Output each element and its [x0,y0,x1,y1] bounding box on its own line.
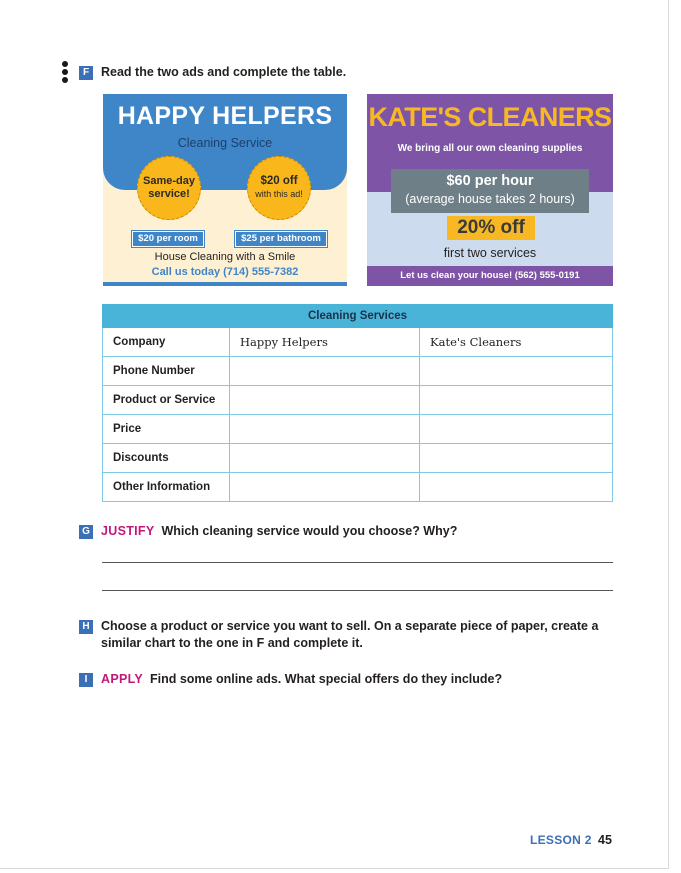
discount-badge-sub: with this ad! [255,189,303,199]
exercise-f-letter: F [79,66,93,80]
exercise-g-letter: G [79,525,93,539]
table-cell[interactable] [420,357,613,386]
price-per-bathroom: $25 per bathroom [235,231,327,247]
table-cell[interactable] [230,357,420,386]
table-row [103,415,613,444]
exercise-h-line2: similar chart to the one in F and complete it. [101,636,363,650]
happy-helpers-tagline: House Cleaning with a Smile [154,251,296,263]
answer-line[interactable] [102,590,613,591]
table-cell[interactable] [420,444,613,473]
table-row [103,444,613,473]
price-per-room: $20 per room [132,231,204,247]
happy-helpers-ad [103,94,347,286]
kates-cleaners-discount-note: first two services [443,246,537,260]
kates-cleaners-phone: Let us clean your house! (562) 555-0191 [367,266,613,286]
row-label: Product or Service [103,386,230,415]
table-cell[interactable] [230,415,420,444]
table-row [103,328,613,357]
kates-cleaners-price: $60 per hour [446,173,534,189]
exercise-h-line1: Choose a product or service you want to sell. On a separate piece of paper, create a [101,619,599,633]
page-number: 45 [598,833,612,847]
table-row [103,386,613,415]
happy-helpers-bottom-bar [103,282,347,286]
dots-icon [62,61,69,85]
table-cell[interactable] [420,415,613,444]
happy-helpers-title: HAPPY HELPERS [117,102,333,130]
kates-cleaners-price-note: (average house takes 2 hours) [405,192,575,206]
discount-badge-main: $20 off [260,175,298,187]
kates-cleaners-title: KATE'S CLEANERS [368,102,612,132]
exercise-h-letter: H [79,620,93,634]
row-label: Company [103,328,230,357]
row-label: Phone Number [103,357,230,386]
exercise-g-text [101,524,457,538]
table-cell[interactable] [230,473,420,502]
table-cell[interactable] [420,386,613,415]
lesson-label: LESSON 2 [530,833,592,847]
table-row [103,473,613,502]
kates-cleaners-discount: 20% off [447,216,535,240]
happy-helpers-subtitle: Cleaning Service [177,136,273,150]
justify-keyword: JUSTIFY [101,524,155,538]
table-cell[interactable]: Happy Helpers [230,328,420,357]
table-header: Cleaning Services [103,305,613,328]
same-day-badge [137,156,201,220]
same-day-text: Same-day service! [143,175,195,200]
happy-helpers-phone: Call us today (714) 555-7382 [151,266,299,278]
discount-badge [247,156,311,220]
row-label: Discounts [103,444,230,473]
kates-cleaners-ad [367,94,613,286]
apply-keyword: APPLY [101,672,144,686]
exercise-i-letter: I [79,673,93,687]
kates-cleaners-price-box [391,169,589,213]
exercise-i-question: Find some online ads. What special offers do they include? [149,672,503,686]
row-label: Other Information [103,473,230,502]
exercise-f-instruction: Read the two ads and complete the table. [101,65,347,79]
table-cell[interactable] [420,473,613,502]
table-cell[interactable]: Kate's Cleaners [420,328,613,357]
table-cell[interactable] [230,386,420,415]
exercise-i-text [101,672,502,686]
answer-line[interactable] [102,562,613,563]
cleaning-services-table [102,304,613,502]
exercise-g-question: Which cleaning service would you choose? Why? [161,524,458,538]
row-label: Price [103,415,230,444]
table-cell[interactable] [230,444,420,473]
table-row [103,357,613,386]
kates-cleaners-supplies: We bring all our own cleaning supplies [397,143,583,154]
